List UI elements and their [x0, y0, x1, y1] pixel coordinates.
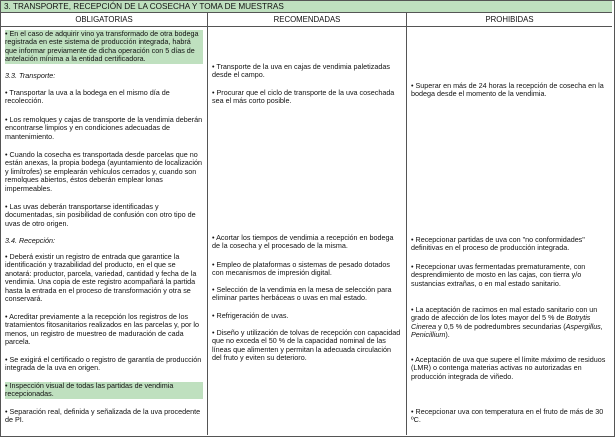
recomendada-item: • Acortar los tiempos de vendimia a recepción en bodega de la cosecha y el procesado de la misma.: [212, 233, 394, 251]
obligatoria-item: • Se exigirá el certificado o registro de garantía de producción integrada de la uva en origen.: [5, 355, 202, 373]
recomendada-item: • Selección de la vendimia en la mesa de selección para eliminar partes herbáceas o uvas en mal estado.: [212, 285, 392, 303]
header-prohibidas: PROHIBIDAS: [406, 13, 612, 27]
header-recomendadas: RECOMENDADAS: [207, 13, 406, 27]
prohibida-item: • La aceptación de racimos en mal estado sanitario con un grado de afección de los lotes mayor del 5 % de Botrytis Cinerea y 0,5 % de podredumbres secundarias (Aspergillus, Penicillium).: [411, 305, 603, 340]
obligatoria-item: • Transportar la uva a la bodega en el mismo día de recolección.: [5, 88, 170, 106]
section-title: 3. TRANSPORTE, RECEPCIÓN DE LA COSECHA Y TOMA DE MUESTRAS: [1, 1, 612, 13]
obligatoria-item: • Inspección visual de todas las partidas de vendimia recepcionadas.: [5, 382, 203, 399]
obligatoria-item: • Separación real, definida y señalizada de la uva procedente de PI.: [5, 407, 201, 425]
recomendada-item: • Transporte de la uva en cajas de vendimia paletizadas desde el campo.: [212, 62, 390, 80]
recomendada-item: • Diseño y utilización de tolvas de recepción con capacidad que no exceda el 50 % de la capacidad nominal de las líneas que alimenten y permitan la adecuada circulación del fruto y eviten su deterioro.: [212, 328, 401, 363]
recomendada-item: • Empleo de plataformas o sistemas de pesado dotados con mecanismos de impresión digital.: [212, 260, 390, 278]
prohibida-item: • Recepcionar partidas de uva con "no conformidades" definitivas en el proceso de producción integrada.: [411, 235, 585, 253]
obligatoria-item: • En el caso de adquirir vino ya transformado de otra bodega registrada en este sistema de producción integrada, habrá que informar previamente de dicha operación con 5 días de antelación mínima a la entidad certificadora.: [5, 30, 203, 64]
column-obligatorias: [1, 27, 207, 435]
obligatoria-item: • Deberá existir un registro de entrada que garantice la identificación y trazabilidad del producto, en el que se anotará: productor, parcela, variedad, cantidad y fecha de la vendimia. Una copia de este registro acompañará la partida hasta la entrada en el proceso de transformación y otra se conservará.: [5, 252, 197, 304]
obligatoria-item: • Los remolques y cajas de transporte de la vendimia deberán encontrarse limpios y en condiciones adecuadas de mantenimiento.: [5, 115, 203, 141]
recomendada-item: • Procurar que el ciclo de transporte de la uva cosechada sea el más corto posible.: [212, 88, 395, 106]
obligatoria-item: • Las uvas deberán transportarse identificadas y documentadas, sin posibilidad de confusión con otro tipo de uvas de otro origen.: [5, 202, 196, 228]
prohibida-item: • Aceptación de uva que supere el límite máximo de residuos (LMR) o contenga materias activas no autorizadas en producción integrada de viñedo.: [411, 355, 606, 381]
obligatoria-item: • Acreditar previamente a la recepción los registros de los tratamientos fitosanitarios realizados en las parcelas y, por lo menos, un registro de muestreo de maduración de cada parcela.: [5, 312, 200, 347]
header-obligatorias: OBLIGATORIAS: [1, 13, 207, 27]
prohibida-item: • Recepcionar uva con temperatura en el fruto de más de 30 ºC.: [411, 407, 604, 425]
prohibida-item: • Recepcionar uvas fermentadas prematuramente, con desprendimiento de mosto en las cajas, con tierra y/o sustancias extrañas, o en mal estado sanitario.: [411, 262, 586, 288]
recomendada-item: • Refrigeración de uvas.: [212, 311, 289, 320]
subsection-recepcion: 3.4. Recepción:: [5, 236, 55, 245]
obligatoria-item: • Cuando la cosecha es transportada desde parcelas que no están anexas, la propia bodega (ayuntamiento de localización y limítrofes) se emplearán vehículos cerrados y, cuando son remolques abiertos, éstos deberán emplear lonas impermeables.: [5, 150, 202, 193]
column-prohibidas: [406, 27, 612, 435]
prohibida-item: • Superar en más de 24 horas la recepción de cosecha en la bodega desde el momento de la vendimia.: [411, 81, 604, 99]
column-recomendadas: [207, 27, 406, 435]
subsection-transporte: 3.3. Transporte:: [5, 71, 56, 80]
